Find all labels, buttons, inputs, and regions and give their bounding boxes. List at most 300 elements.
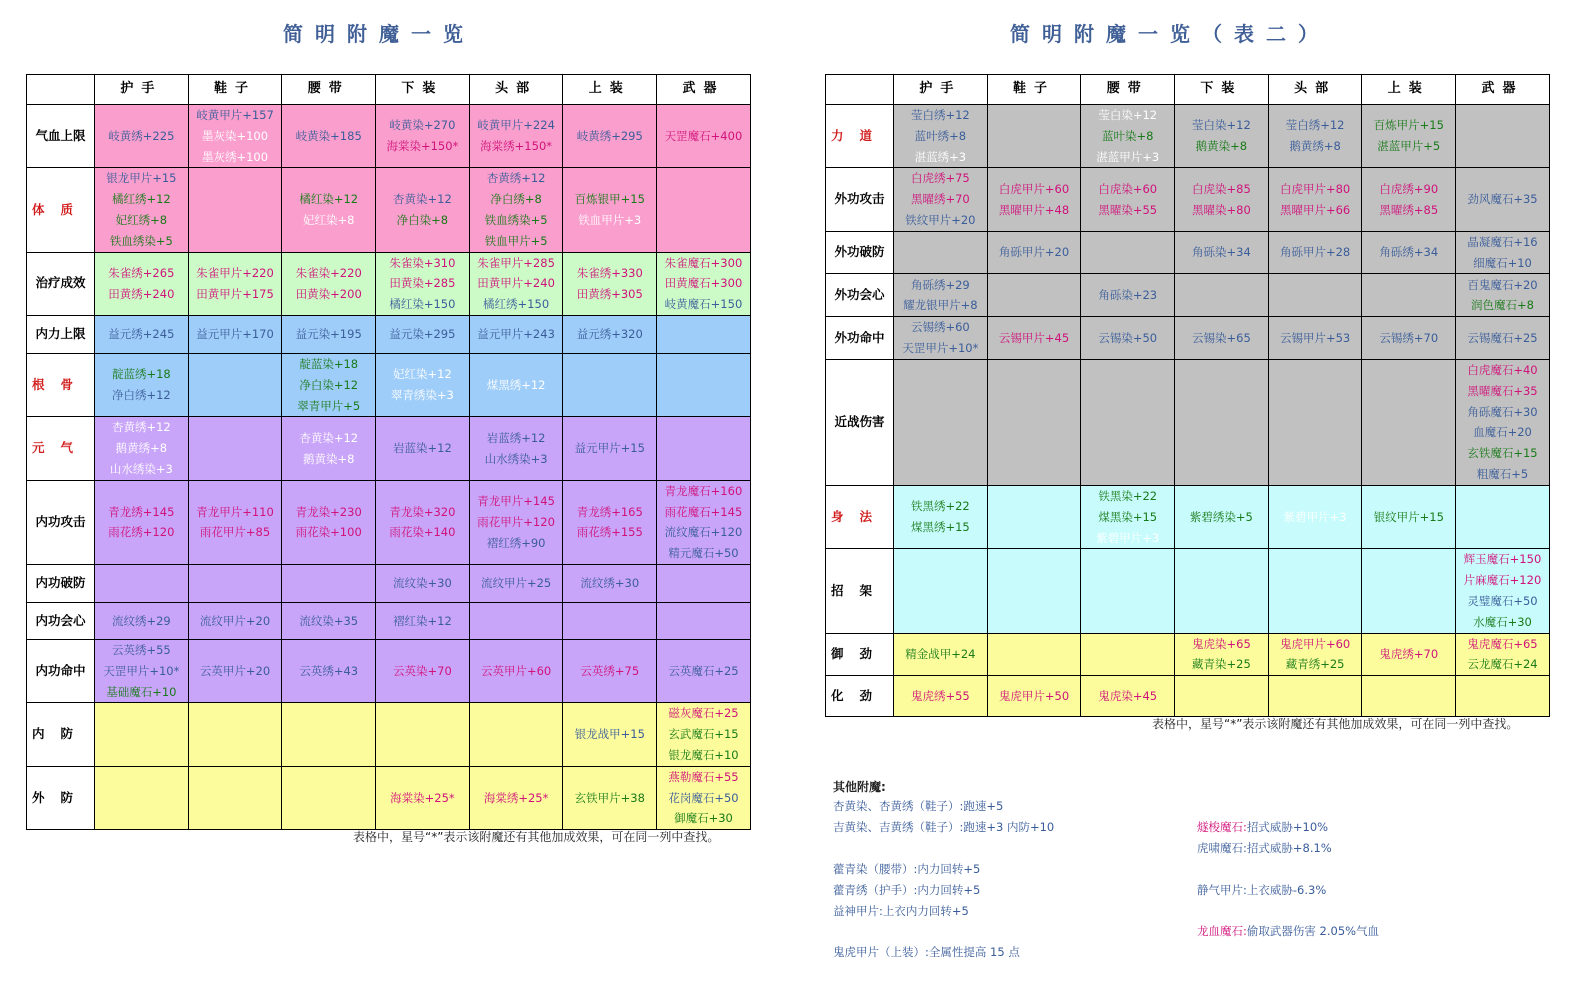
table-cell	[1081, 676, 1175, 717]
enchant-entry: 海棠绣+150*	[480, 139, 553, 154]
row-label: 外防	[27, 766, 95, 829]
table-cell	[563, 168, 657, 252]
table-cell	[894, 359, 988, 485]
enchant-entry: 铁血绣染+5	[109, 233, 173, 248]
header-corner	[27, 75, 95, 105]
table-cell	[188, 353, 282, 416]
enchant-entry: 银纹甲片+15	[1373, 509, 1444, 524]
other-enchant-name: 鬼虎甲片（上装）:	[833, 945, 929, 959]
enchant-entry: 耀龙银甲片+8	[903, 298, 978, 313]
other-enchant-item	[833, 861, 980, 877]
row-label: 招架	[826, 549, 894, 633]
enchant-entry: 岐黄绣+295	[576, 128, 643, 143]
table-row	[826, 274, 1550, 317]
table-cell	[469, 315, 563, 353]
enchant-entry: 煤黑绣+12	[486, 377, 546, 392]
enchant-entry: 益元染+295	[389, 327, 456, 342]
table-row	[27, 564, 751, 602]
enchant-entry: 墨灰染+100	[201, 128, 269, 143]
table-cell	[1081, 359, 1175, 485]
row-label: 力道	[826, 105, 894, 168]
enchant-entry: 云英绣+75	[580, 663, 640, 678]
enchant-entry: 雨花染+100	[295, 525, 362, 540]
enchant-entry: 黑曜绣+70	[910, 192, 970, 207]
table-cell	[469, 703, 563, 766]
enchant-entry: 田黄绣+240	[108, 286, 175, 301]
table-cell	[95, 639, 189, 702]
table-cell	[282, 766, 376, 829]
enchant-entry: 黑曜甲片+48	[998, 202, 1070, 217]
table-cell	[987, 274, 1081, 317]
other-enchant-name: 藿青染（腰带）:	[833, 862, 918, 876]
table-cell	[1268, 549, 1362, 633]
other-enchant-name: 藿青绣（护手）:	[833, 883, 918, 897]
enchant-entry: 细魔石+10	[1473, 255, 1532, 270]
enchant-entry: 白虎染+60	[1098, 181, 1158, 196]
enchant-entry: 朱雀魔石+300	[664, 255, 743, 270]
enchant-entry: 天罡甲片+10*	[103, 663, 180, 678]
enchant-entry: 黑曜甲片+66	[1279, 202, 1351, 217]
enchant-entry: 流纹甲片+20	[199, 613, 271, 628]
enchant-entry: 朱雀甲片+220	[196, 265, 274, 280]
table-cell	[188, 417, 282, 480]
enchant-entry: 海棠绣+25*	[483, 790, 549, 805]
enchant-entry: 燕勒魔石+55	[668, 769, 739, 784]
enchant-entry: 角砾绣+29	[910, 277, 970, 292]
other-enchant-item	[1197, 923, 1379, 939]
other-enchant-item	[833, 819, 1054, 835]
table-cell	[894, 549, 988, 633]
table-cell	[469, 766, 563, 829]
enchant-entry: 精金战甲+24	[905, 646, 976, 661]
enchant-entry: 云锡染+65	[1192, 330, 1251, 345]
table-cell	[1456, 231, 1550, 274]
table-row	[826, 231, 1550, 274]
other-enchant-name: 龙血魔石:	[1197, 924, 1247, 938]
other-enchant-name: 杏黄染、杏黄绣（鞋子）:	[833, 799, 964, 813]
column-header: 武器	[657, 75, 751, 105]
table-cell	[282, 564, 376, 602]
enchant-entry: 鬼虎魔石+65	[1467, 636, 1538, 651]
table-cell	[894, 274, 988, 317]
table-cell	[563, 252, 657, 315]
table-cell	[563, 564, 657, 602]
enchant-entry: 粗魔石+5	[1476, 467, 1529, 482]
column-header: 鞋子	[987, 75, 1081, 105]
enchant-entry: 莹白染+12	[1098, 108, 1158, 122]
table-cell	[376, 315, 470, 353]
table-cell	[563, 105, 657, 168]
table-cell	[469, 480, 563, 564]
column-header: 腰带	[282, 75, 376, 105]
enchant-entry: 血魔石+20	[1473, 425, 1532, 440]
row-label: 外功破防	[826, 231, 894, 274]
row-label: 化劲	[826, 676, 894, 717]
other-enchant-name: 吉黄染、吉黄绣（鞋子）:	[833, 820, 964, 834]
enchant-entry: 蓝叶染+8	[1101, 128, 1154, 143]
enchant-entry: 朱雀染+310	[389, 255, 456, 270]
enchant-entry: 紫碧甲片+3	[1096, 530, 1160, 545]
enchant-entry: 白虎染+85	[1192, 181, 1251, 196]
enchant-entry: 片麻魔石+120	[1463, 573, 1542, 588]
table-cell	[1175, 676, 1269, 717]
table-cell	[1081, 317, 1175, 360]
enchant-entry: 云锡甲片+53	[1279, 330, 1351, 345]
enchant-entry: 田黄绣+305	[576, 286, 643, 301]
table-row	[27, 105, 751, 168]
enchant-entry: 角砾甲片+20	[998, 245, 1070, 260]
table-cell	[1362, 485, 1456, 548]
table-cell	[188, 564, 282, 602]
table-row	[826, 485, 1550, 548]
table-row	[826, 633, 1550, 676]
other-enchant-effect: 招式威胁+8.1%	[1246, 841, 1332, 855]
enchant-entry: 百炼银甲+15	[574, 192, 645, 207]
table-cell	[657, 417, 751, 480]
table-cell	[987, 549, 1081, 633]
enchant-entry: 青龙魔石+160	[664, 483, 743, 498]
column-header: 头部	[469, 75, 563, 105]
enchant-entry: 玄铁甲片+38	[574, 790, 645, 805]
table-cell	[1456, 549, 1550, 633]
table-cell	[469, 639, 563, 702]
enchant-entry: 莹白染+12	[1192, 118, 1251, 133]
enchant-entry: 朱雀甲片+285	[477, 255, 555, 270]
table-cell	[1268, 231, 1362, 274]
table-cell	[188, 703, 282, 766]
table-cell	[1081, 105, 1175, 168]
table-cell	[1175, 317, 1269, 360]
enchant-entry: 银龙魔石+10	[668, 747, 739, 762]
enchant-entry: 云锡魔石+25	[1467, 330, 1538, 345]
row-label: 内力上限	[27, 315, 95, 353]
table-cell	[282, 417, 376, 480]
other-enchant-item	[1197, 819, 1328, 835]
enchant-entry: 莹白绣+12	[1285, 118, 1345, 133]
enchant-entry: 御魔石+30	[674, 811, 733, 826]
enchant-entry: 煤黑绣+15	[910, 520, 970, 535]
table-cell	[95, 417, 189, 480]
table-cell	[1268, 168, 1362, 231]
table-cell	[987, 168, 1081, 231]
table-cell	[282, 252, 376, 315]
other-enchant-effect: 上衣威胁-6.3%	[1246, 883, 1327, 897]
table-cell	[657, 252, 751, 315]
enchant-entry: 靛蓝绣+18	[111, 367, 171, 382]
column-header: 护手	[95, 75, 189, 105]
table-row	[826, 359, 1550, 485]
table-cell	[1456, 317, 1550, 360]
enchant-entry: 益元甲片+170	[196, 327, 274, 342]
enchant-entry: 云龙魔石+24	[1467, 657, 1538, 672]
table-cell	[282, 639, 376, 702]
other-enchant-item	[1197, 840, 1332, 856]
table-row	[27, 602, 751, 639]
row-label: 御劲	[826, 633, 894, 676]
enchant-entry: 橘红绣+12	[111, 192, 171, 207]
column-header: 武器	[1456, 75, 1550, 105]
enchant-entry: 云锡甲片+45	[998, 330, 1070, 345]
table-cell	[1456, 676, 1550, 717]
row-label: 内功命中	[27, 639, 95, 702]
enchant-entry: 山水绣染+3	[484, 451, 548, 466]
table-cell	[376, 639, 470, 702]
row-label: 体质	[27, 168, 95, 252]
table-cell	[1268, 485, 1362, 548]
table-cell	[657, 353, 751, 416]
table-cell	[987, 485, 1081, 548]
enchant-entry: 玄武魔石+15	[668, 727, 739, 742]
enchant-entry: 磁灰魔石+25	[668, 706, 739, 721]
enchant-entry: 鬼虎染+45	[1098, 688, 1158, 703]
table-cell	[894, 231, 988, 274]
table-cell	[376, 353, 470, 416]
enchant-entry: 雨花染+140	[389, 525, 456, 540]
table-cell	[376, 703, 470, 766]
other-enchant-effect: 内力回转+5	[917, 883, 981, 897]
table-row	[826, 676, 1550, 717]
enchant-entry: 鹅黄绣+8	[1289, 139, 1341, 154]
table-cell	[376, 168, 470, 252]
table-cell	[1081, 168, 1175, 231]
table-cell	[1362, 105, 1456, 168]
enchant-entry: 云英甲片+60	[480, 663, 552, 678]
table-cell	[563, 639, 657, 702]
enchant-entry: 云锡绣+60	[910, 320, 970, 335]
table-row	[826, 549, 1550, 633]
table-cell	[376, 252, 470, 315]
table-row	[826, 105, 1550, 168]
row-label: 治疗成效	[27, 252, 95, 315]
enchant-entry: 海棠染+150*	[386, 139, 459, 154]
column-header: 上装	[1362, 75, 1456, 105]
other-enchants-title: 其他附魔:	[833, 780, 886, 794]
table-cell	[657, 602, 751, 639]
enchant-entry: 黑曜染+55	[1098, 202, 1158, 217]
table-cell	[563, 417, 657, 480]
table-cell	[1268, 633, 1362, 676]
table-cell	[894, 633, 988, 676]
table-cell	[563, 480, 657, 564]
table-cell	[1456, 359, 1550, 485]
enchant-entry: 蓝叶绣+8	[914, 128, 967, 143]
other-enchant-name: 益神甲片:	[833, 904, 883, 918]
table-cell	[188, 639, 282, 702]
row-label: 身法	[826, 485, 894, 548]
row-label: 内防	[27, 703, 95, 766]
enchant-entry: 妃红绣+8	[115, 212, 168, 227]
enchant-entry: 云锡绣+70	[1379, 330, 1439, 345]
table1-footnote: 表格中，星号“*”表示该附魔还有其他加成效果，可在同一列中查找。	[353, 830, 720, 844]
enchant-entry: 妃红染+8	[302, 212, 355, 227]
table-row	[27, 417, 751, 480]
table-cell	[376, 602, 470, 639]
table-cell	[657, 168, 751, 252]
enchant-entry: 雨花甲片+85	[199, 525, 271, 540]
table-cell	[987, 633, 1081, 676]
row-label: 内功攻击	[27, 480, 95, 564]
enchant-entry: 角砾染+34	[1192, 245, 1251, 260]
table-cell	[1362, 231, 1456, 274]
enchant-entry: 云英染+70	[393, 663, 452, 678]
enchant-entry: 润色魔石+8	[1470, 298, 1534, 313]
enchant-entry: 岐黄染+270	[389, 118, 456, 133]
table-cell	[282, 353, 376, 416]
table-cell	[563, 703, 657, 766]
enchant-entry: 益元绣+245	[108, 327, 175, 342]
column-header: 下装	[376, 75, 470, 105]
table-cell	[987, 676, 1081, 717]
row-label: 气血上限	[27, 105, 95, 168]
table-cell	[657, 480, 751, 564]
table-cell	[1362, 359, 1456, 485]
enchant-entry: 百炼甲片+15	[1373, 118, 1444, 133]
table-cell	[1456, 274, 1550, 317]
enchant-entry: 青龙染+320	[389, 504, 456, 519]
enchant-entry: 益元绣+320	[576, 327, 643, 342]
enchant-entry: 翠青绣染+3	[390, 388, 454, 403]
enchant-entry: 云英甲片+20	[199, 663, 271, 678]
table-cell	[987, 105, 1081, 168]
enchant-entry: 白虎魔石+40	[1467, 363, 1538, 378]
table-cell	[1268, 105, 1362, 168]
enchant-entry: 云英魔石+25	[668, 663, 739, 678]
table-cell	[563, 766, 657, 829]
column-header: 下装	[1175, 75, 1269, 105]
other-enchant-effect: 招式威胁+10%	[1246, 820, 1329, 834]
table-cell	[563, 315, 657, 353]
table-cell	[95, 315, 189, 353]
table-cell	[1362, 168, 1456, 231]
enchant-entry: 藏青绣+25	[1285, 657, 1345, 672]
enchant-entry: 朱雀染+220	[295, 265, 362, 280]
table-cell	[188, 766, 282, 829]
table-cell	[1268, 274, 1362, 317]
table-cell	[282, 703, 376, 766]
table-cell	[1362, 317, 1456, 360]
enchant-entry: 净白染+12	[299, 377, 359, 392]
table-cell	[1268, 676, 1362, 717]
table-cell	[95, 602, 189, 639]
enchant-entry: 流纹甲片+25	[480, 576, 552, 591]
table-cell	[376, 105, 470, 168]
enchant-entry: 流纹染+35	[299, 613, 359, 628]
enchant-entry: 岩蓝染+12	[393, 441, 452, 456]
table-cell	[657, 315, 751, 353]
table-row	[27, 353, 751, 416]
enchant-entry: 靛蓝染+18	[299, 356, 359, 371]
enchant-entry: 岐黄甲片+224	[477, 118, 555, 133]
table-cell	[1456, 168, 1550, 231]
enchant-entry: 褶红绣+90	[486, 535, 546, 550]
table-row	[27, 703, 751, 766]
row-label: 外功攻击	[826, 168, 894, 231]
enchant-entry: 山水绣染+3	[109, 461, 173, 476]
table-cell	[1175, 274, 1269, 317]
enchant-table-1	[26, 74, 751, 830]
enchant-entry: 角砾绣+34	[1379, 245, 1439, 260]
other-enchant-effect: 上衣内力回转+5	[882, 904, 969, 918]
table-cell	[1081, 274, 1175, 317]
table-cell	[469, 564, 563, 602]
enchant-entry: 灵璧魔石+50	[1467, 593, 1538, 608]
header-row	[826, 75, 1550, 105]
table2-title: 简明附魔一览（表二）	[1010, 22, 1330, 46]
enchant-entry: 流纹绣+29	[111, 613, 171, 628]
enchant-entry: 藏青染+25	[1192, 657, 1251, 672]
enchant-entry: 黑曜绣+85	[1379, 202, 1439, 217]
table-cell	[1175, 359, 1269, 485]
table-cell	[563, 353, 657, 416]
table-cell	[657, 766, 751, 829]
enchant-entry: 云英绣+43	[299, 663, 359, 678]
table-cell	[563, 602, 657, 639]
column-header: 腰带	[1081, 75, 1175, 105]
table-cell	[188, 252, 282, 315]
table-cell	[987, 317, 1081, 360]
enchant-entry: 煤黑染+15	[1098, 509, 1158, 524]
enchant-entry: 铁血甲片+3	[578, 212, 642, 227]
column-header: 头部	[1268, 75, 1362, 105]
table-cell	[1268, 359, 1362, 485]
enchant-table-2	[825, 74, 1550, 717]
enchant-entry: 杏黄染+12	[393, 192, 452, 207]
enchant-entry: 紫碧绣染+5	[1189, 509, 1253, 524]
table-cell	[1081, 549, 1175, 633]
table2-footnote: 表格中，星号“*”表示该附魔还有其他加成效果，可在同一列中查找。	[1152, 717, 1519, 731]
enchant-entry: 鹅黄染+8	[1195, 139, 1248, 154]
table-cell	[188, 315, 282, 353]
table-cell	[1081, 485, 1175, 548]
enchant-entry: 黑曜魔石+35	[1467, 383, 1538, 398]
table-cell	[95, 105, 189, 168]
enchant-entry: 鹅黄染+8	[302, 451, 355, 466]
enchant-entry: 朱雀绣+265	[108, 265, 175, 280]
table-cell	[469, 168, 563, 252]
enchant-entry: 净白绣+12	[111, 388, 171, 403]
table-cell	[95, 564, 189, 602]
table-cell	[95, 703, 189, 766]
table-cell	[894, 168, 988, 231]
enchant-entry: 流纹染+30	[393, 576, 452, 591]
row-label: 元气	[27, 417, 95, 480]
enchant-entry: 青龙染+230	[295, 504, 362, 519]
enchant-entry: 玄铁魔石+15	[1467, 446, 1538, 461]
enchant-entry: 花岗魔石+50	[668, 790, 739, 805]
table-cell	[95, 252, 189, 315]
table-cell	[188, 602, 282, 639]
table-row	[27, 480, 751, 564]
table-cell	[282, 315, 376, 353]
table-cell	[987, 231, 1081, 274]
row-label: 外功命中	[826, 317, 894, 360]
enchant-entry: 杏黄绣+12	[486, 171, 546, 186]
table-cell	[894, 105, 988, 168]
enchant-entry: 银龙战甲+15	[574, 727, 645, 742]
table-cell	[188, 168, 282, 252]
enchant-entry: 橘红染+150	[389, 297, 456, 312]
enchant-entry: 益元甲片+243	[477, 327, 555, 342]
table-cell	[987, 359, 1081, 485]
table-cell	[188, 480, 282, 564]
enchant-entry: 雨花甲片+120	[477, 514, 555, 529]
enchant-entry: 净白染+8	[396, 212, 449, 227]
table-row	[27, 315, 751, 353]
enchant-entry: 橘红绣+150	[483, 297, 550, 312]
other-enchant-effect: 跑速+5	[963, 799, 1004, 813]
enchant-entry: 鬼虎甲片+50	[998, 688, 1070, 703]
enchant-entry: 流纹魔石+120	[664, 525, 743, 540]
